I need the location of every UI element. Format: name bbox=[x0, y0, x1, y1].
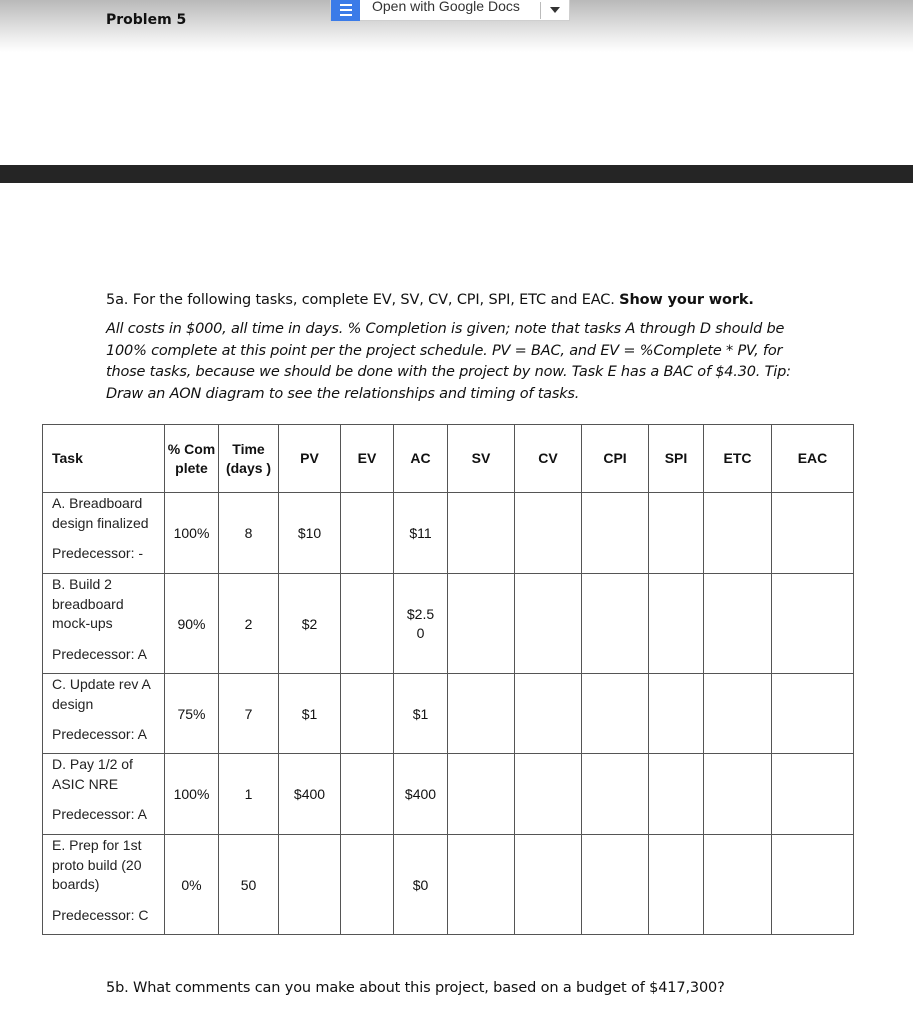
task-name: C. Update rev A design bbox=[52, 676, 151, 712]
sv-cell bbox=[448, 674, 515, 754]
pct-complete-cell: 100% bbox=[165, 493, 219, 574]
eac-cell bbox=[772, 754, 854, 835]
task-name: B. Build 2 breadboard mock-ups bbox=[52, 576, 124, 631]
spi-cell bbox=[649, 835, 704, 935]
etc-cell bbox=[704, 754, 772, 835]
task-cell bbox=[43, 674, 165, 754]
table-row bbox=[43, 754, 854, 835]
table-row bbox=[43, 574, 854, 674]
pv-cell: $2 bbox=[279, 574, 341, 674]
task-predecessor: Predecessor: C bbox=[52, 906, 149, 923]
cpi-cell bbox=[582, 754, 649, 835]
etc-cell bbox=[704, 674, 772, 754]
pct-complete-cell: 100% bbox=[165, 754, 219, 835]
pv-cell bbox=[279, 835, 341, 935]
ev-cell bbox=[341, 754, 394, 835]
ac-cell: $400 bbox=[394, 754, 448, 835]
question-5a-prompt bbox=[106, 292, 806, 308]
cv-cell bbox=[515, 835, 582, 935]
etc-cell bbox=[704, 835, 772, 935]
page-separator-band bbox=[0, 165, 913, 183]
task-cell bbox=[43, 835, 165, 935]
cv-cell bbox=[515, 674, 582, 754]
time-cell: 1 bbox=[219, 754, 279, 835]
cpi-cell bbox=[582, 493, 649, 574]
task-predecessor: Predecessor: A bbox=[52, 726, 147, 742]
time-cell: 50 bbox=[219, 835, 279, 935]
question-5a-text: 5a. For the following tasks, complete EV, SV, CV, CPI, SPI, ETC and EAC. bbox=[106, 292, 615, 308]
ac-cell: $11 bbox=[394, 493, 448, 574]
cv-cell bbox=[515, 754, 582, 835]
header-cv: CV bbox=[515, 425, 582, 493]
cpi-cell bbox=[582, 835, 649, 935]
pv-cell: $1 bbox=[279, 674, 341, 754]
etc-cell bbox=[704, 493, 772, 574]
eac-cell bbox=[772, 674, 854, 754]
task-cell bbox=[43, 754, 165, 835]
cv-cell bbox=[515, 574, 582, 674]
header-sv: SV bbox=[448, 425, 515, 493]
header-pv: PV bbox=[279, 425, 341, 493]
header-eac: EAC bbox=[772, 425, 854, 493]
task-predecessor: Predecessor: - bbox=[52, 545, 144, 561]
pct-complete-cell: 0% bbox=[165, 835, 219, 935]
sv-cell bbox=[448, 493, 515, 574]
eac-cell bbox=[772, 493, 854, 574]
header-etc: ETC bbox=[704, 425, 772, 493]
earned-value-table bbox=[42, 424, 854, 935]
ac-value: $2.50 bbox=[406, 605, 435, 641]
header-ev: EV bbox=[341, 425, 394, 493]
spi-cell bbox=[649, 493, 704, 574]
sv-cell bbox=[448, 754, 515, 835]
header-ac: AC bbox=[394, 425, 448, 493]
task-name: A. Breadboard design finalized bbox=[52, 495, 149, 531]
cv-cell bbox=[515, 493, 582, 574]
table-row bbox=[43, 674, 854, 754]
open-with-google-docs-label: Open with Google Docs bbox=[372, 0, 520, 14]
ev-cell bbox=[341, 574, 394, 674]
ev-cell bbox=[341, 835, 394, 935]
problem-title: Problem 5 bbox=[106, 12, 187, 28]
task-predecessor: Predecessor: A bbox=[52, 806, 147, 822]
time-cell: 2 bbox=[219, 574, 279, 674]
pv-cell: $10 bbox=[279, 493, 341, 574]
eac-cell bbox=[772, 574, 854, 674]
ac-cell bbox=[394, 574, 448, 674]
ac-cell: $0 bbox=[394, 835, 448, 935]
pct-complete-cell: 90% bbox=[165, 574, 219, 674]
table-row bbox=[43, 493, 854, 574]
cpi-cell bbox=[582, 574, 649, 674]
pv-cell: $400 bbox=[279, 754, 341, 835]
spi-cell bbox=[649, 674, 704, 754]
ev-cell bbox=[341, 493, 394, 574]
task-name: D. Pay 1/2 of ASIC NRE bbox=[52, 756, 133, 792]
cpi-cell bbox=[582, 674, 649, 754]
header-task: Task bbox=[43, 425, 165, 493]
header-cpi: CPI bbox=[582, 425, 649, 493]
table-header-row bbox=[43, 425, 854, 493]
pct-complete-cell: 75% bbox=[165, 674, 219, 754]
time-cell: 7 bbox=[219, 674, 279, 754]
question-5a-notes: All costs in $000, all time in days. % Completion is given; note that tasks A through D should be 100% complete at this point per the project schedule. PV = BAC, and EV = %Complete * PV, for those tasks, because we should be done with the project by now. Task E has a BAC of $4.30. Tip: Draw an AON diagram to see the relationships and timing of tasks. bbox=[106, 321, 791, 402]
ev-cell bbox=[341, 674, 394, 754]
question-5a bbox=[106, 292, 806, 405]
eac-cell bbox=[772, 835, 854, 935]
header-spi: SPI bbox=[649, 425, 704, 493]
etc-cell bbox=[704, 574, 772, 674]
task-cell bbox=[43, 493, 165, 574]
sv-cell bbox=[448, 574, 515, 674]
time-cell: 8 bbox=[219, 493, 279, 574]
spi-cell bbox=[649, 574, 704, 674]
task-predecessor: Predecessor: A bbox=[52, 645, 147, 662]
question-5b: 5b. What comments can you make about this project, based on a budget of $417,300? bbox=[106, 980, 725, 996]
task-name: E. Prep for 1st proto build (20 boards) bbox=[52, 837, 142, 892]
question-5a-emphasis: Show your work. bbox=[619, 292, 754, 308]
spi-cell bbox=[649, 754, 704, 835]
header-time: Time (days ) bbox=[219, 425, 279, 493]
sv-cell bbox=[448, 835, 515, 935]
task-cell bbox=[43, 574, 165, 674]
header-pct-complete: % Com plete bbox=[165, 425, 219, 493]
table-row bbox=[43, 835, 854, 935]
google-docs-icon bbox=[331, 0, 360, 21]
caret-down-icon[interactable] bbox=[541, 7, 569, 13]
open-with-google-docs-button[interactable] bbox=[330, 0, 570, 21]
ac-cell: $1 bbox=[394, 674, 448, 754]
